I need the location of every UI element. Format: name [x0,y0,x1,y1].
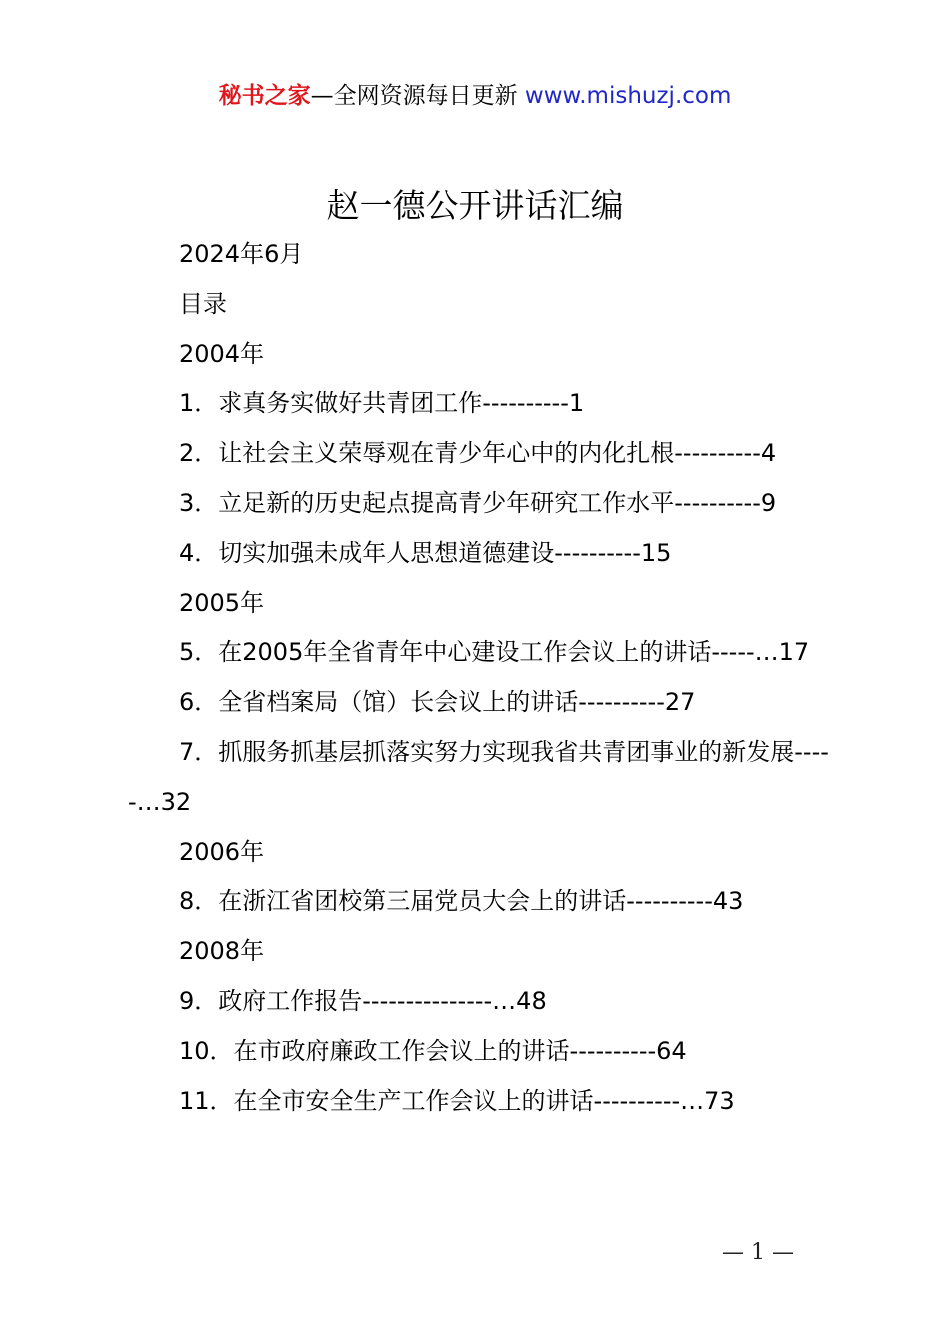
brand-name: 秘书之家 [218,83,311,109]
toc-heading: 目录 [179,289,227,318]
toc-entry-2: 2．让社会主义荣辱观在青少年心中的内化扎根----------4 [179,439,777,468]
toc-year-2005: 2005年 [179,588,265,617]
document-date: 2024年6月 [179,240,304,268]
toc-entry-4: 4．切实加强未成年人思想道德建设----------15 [179,538,672,567]
toc-entry-6: 6．全省档案局（馆）长会议上的讲话----------27 [179,688,696,717]
toc-entry-8: 8．在浙江省团校第三届党员大会上的讲话----------43 [179,887,744,916]
header-slogan: —全网资源每日更新 [310,83,525,109]
toc-entry-9: 9．政府工作报告---------------…48 [179,986,547,1015]
toc-entry-11: 11．在全市安全生产工作会议上的讲话----------…73 [179,1086,735,1115]
site-header [0,80,950,112]
toc-entry-5: 5．在2005年全省青年中心建设工作会议上的讲话-----…17 [179,638,810,667]
toc-year-2006: 2006年 [179,837,265,866]
toc-entry-10: 10．在市政府廉政工作会议上的讲话----------64 [179,1036,687,1065]
toc-entry-3: 3．立足新的历史起点提高青少年研究工作水平----------9 [179,488,777,517]
toc-entry-1: 1．求真务实做好共青团工作----------1 [179,389,585,418]
page-number: — 1 — [722,1240,794,1265]
table-of-contents [128,230,840,1126]
toc-year-2004: 2004年 [179,339,265,368]
toc-year-2008: 2008年 [179,937,265,966]
toc-entry-7: 7．抓服务抓基层抓落实努力实现我省共青团事业的新发展-----…32 [128,737,829,816]
document-title: 赵一德公开讲话汇编 [326,186,624,225]
site-url-link[interactable]: www.mishuzj.com [524,83,732,109]
